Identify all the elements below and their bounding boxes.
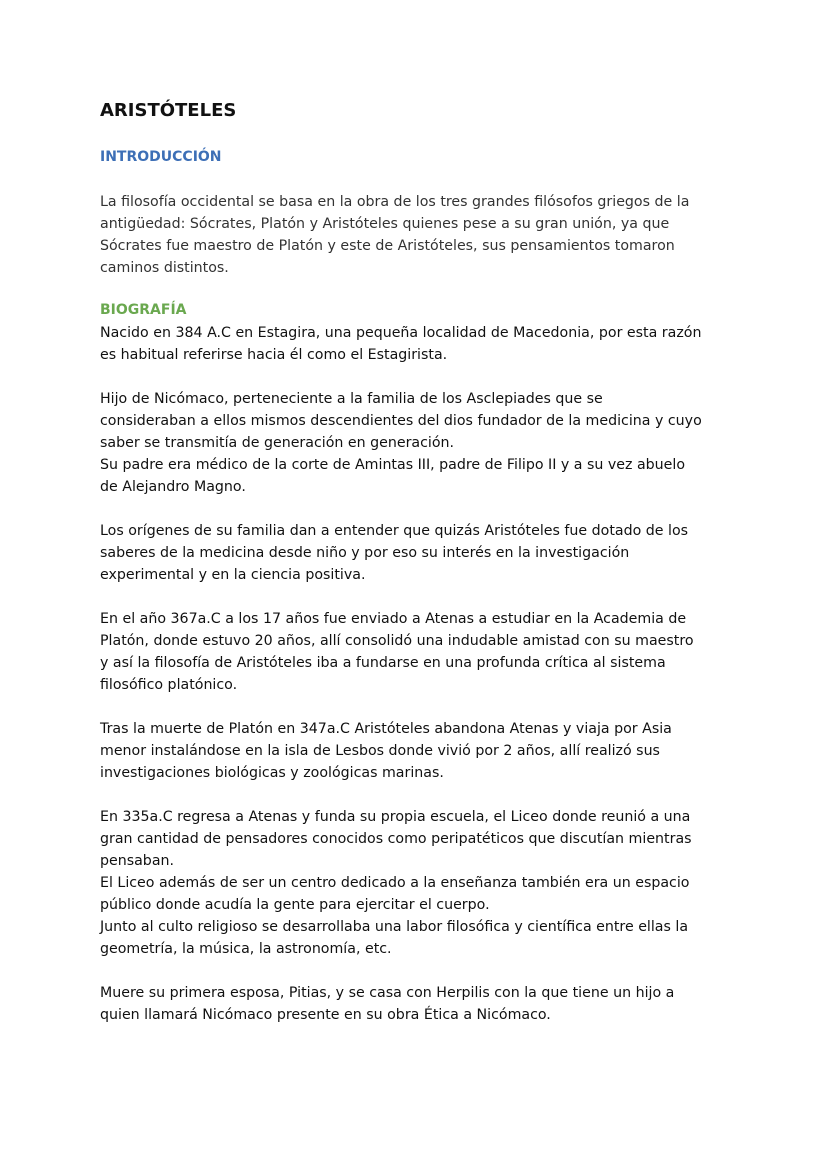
bio-line: Hijo de Nicómaco, perteneciente a la familia de los Asclepiades que se (100, 391, 603, 407)
bio-line: Su padre era médico de la corte de Amintas III, padre de Filipo II y a su vez abuelo (100, 457, 686, 473)
bio-line: experimental y en la ciencia positiva. (100, 567, 366, 583)
bio-line: geometría, la música, la astronomía, etc. (100, 941, 392, 957)
bio-line: En el año 367a.C a los 17 años fue enviado a Atenas a estudiar en la Academia de (100, 611, 687, 627)
bio-paragraph (100, 806, 735, 960)
bio-line: En 335a.C regresa a Atenas y funda su propia escuela, el Liceo donde reunió a una (100, 809, 691, 825)
bio-line: Tras la muerte de Platón en 347a.C Aristóteles abandona Atenas y viaja por Asia (100, 721, 672, 737)
bio-line: Junto al culto religioso se desarrollaba una labor filosófica y científica entre ellas la (100, 919, 689, 935)
bio-line: filosófico platónico. (100, 677, 238, 693)
bio-paragraph (100, 718, 735, 784)
bio-line: gran cantidad de pensadores conocidos como peripatéticos que discutían mientras (100, 831, 692, 847)
bio-line: saberes de la medicina desde niño y por eso su interés en la investigación (100, 545, 630, 561)
bio-line: Platón, donde estuvo 20 años, allí consolidó una indudable amistad con su maestro (100, 633, 694, 649)
bio-line: pensaban. (100, 853, 175, 869)
bio-body (100, 322, 735, 1048)
bio-line: público donde acudía la gente para ejercitar el cuerpo. (100, 897, 490, 913)
intro-paragraph (100, 191, 735, 279)
intro-line: antigüedad: Sócrates, Platón y Aristóteles quienes pese a su gran unión, ya que (100, 216, 670, 232)
intro-heading: INTRODUCCIÓN (100, 149, 222, 165)
bio-line: Los orígenes de su familia dan a entender que quizás Aristóteles fue dotado de los (100, 523, 689, 539)
bio-paragraph (100, 608, 735, 696)
bio-paragraph (100, 388, 735, 498)
bio-line: y así la filosofía de Aristóteles iba a fundarse en una profunda crítica al sistema (100, 655, 666, 671)
bio-line: saber se transmitía de generación en generación. (100, 435, 455, 451)
bio-heading: BIOGRAFÍA (100, 302, 187, 318)
bio-line: quien llamará Nicómaco presente en su obra Ética a Nicómaco. (100, 1007, 551, 1023)
bio-line: es habitual referirse hacia él como el Estagirista. (100, 347, 448, 363)
bio-line: Nacido en 384 A.C en Estagira, una pequeña localidad de Macedonia, por esta razón (100, 325, 702, 341)
bio-paragraph (100, 982, 735, 1026)
bio-line: de Alejandro Magno. (100, 479, 246, 495)
intro-line: caminos distintos. (100, 260, 229, 276)
bio-line: consideraban a ellos mismos descendientes del dios fundador de la medicina y cuyo (100, 413, 702, 429)
bio-paragraph (100, 322, 735, 366)
bio-line: El Liceo además de ser un centro dedicado a la enseñanza también era un espacio (100, 875, 690, 891)
document-title: ARISTÓTELES (100, 100, 237, 121)
bio-paragraph (100, 520, 735, 586)
bio-line: investigaciones biológicas y zoológicas marinas. (100, 765, 444, 781)
bio-line: menor instalándose en la isla de Lesbos donde vivió por 2 años, allí realizó sus (100, 743, 660, 759)
intro-line: La filosofía occidental se basa en la obra de los tres grandes filósofos griegos de la (100, 194, 690, 210)
bio-line: Muere su primera esposa, Pitias, y se casa con Herpilis con la que tiene un hijo a (100, 985, 675, 1001)
intro-line: Sócrates fue maestro de Platón y este de Aristóteles, sus pensamientos tomaron (100, 238, 675, 254)
